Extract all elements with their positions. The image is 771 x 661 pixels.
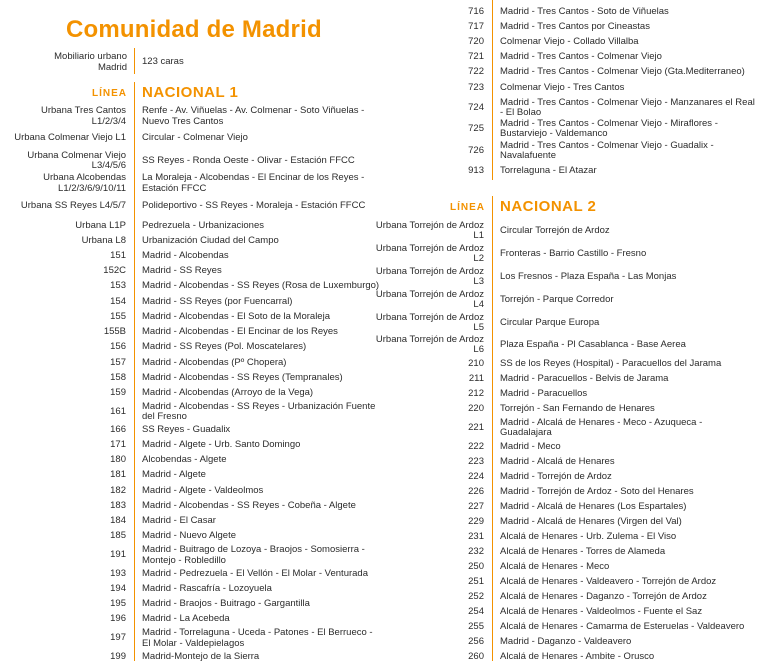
line-code: 181 — [110, 469, 126, 481]
table-row — [10, 280, 380, 293]
line-code: 199 — [110, 651, 126, 661]
table-row — [368, 501, 755, 514]
line-code: 153 — [110, 280, 126, 292]
line-route: Madrid - SS Reyes — [142, 265, 222, 277]
line-route: Circular - Colmenar Viejo — [142, 132, 248, 144]
line-route: Madrid - Alcalá de Henares — [500, 456, 615, 468]
nacional2-title: NACIONAL 2 — [500, 198, 597, 215]
line-code: 260 — [468, 651, 484, 661]
line-route: Madrid - Buitrago de Lozoya - Braojos - Somosierra - Montejo - Robledillo — [142, 544, 365, 566]
line-code: 194 — [110, 583, 126, 595]
nacional1-linea-label: LÍNEA — [92, 88, 127, 99]
line-code: 717 — [468, 21, 484, 33]
table-row — [10, 485, 380, 498]
nacional2-linea-label: LÍNEA — [450, 202, 485, 213]
line-code: 224 — [468, 471, 484, 483]
line-code: 720 — [468, 36, 484, 48]
nacional1-title: NACIONAL 1 — [142, 84, 239, 101]
table-row — [10, 173, 380, 194]
line-code: Urbana Torrejón de Ardoz L1 — [375, 219, 484, 241]
table-row — [10, 424, 380, 437]
table-row — [368, 441, 755, 454]
line-route: Madrid - Tres Cantos - Soto de Viñuelas — [500, 6, 669, 18]
line-code: 193 — [110, 568, 126, 580]
line-route: Madrid - Alcobendas - SS Reyes (Rosa de Luxemburgo) — [142, 280, 380, 292]
summary-value: 123 caras — [142, 56, 184, 67]
table-row — [368, 388, 755, 401]
table-row — [10, 454, 380, 467]
line-code: 721 — [468, 51, 484, 63]
table-row — [368, 516, 755, 529]
page-title: Comunidad de Madrid — [66, 16, 322, 43]
line-route: Madrid - Alcobendas - SS Reyes (Tempranales) — [142, 372, 343, 384]
table-row — [368, 221, 755, 241]
line-code: 195 — [110, 598, 126, 610]
line-code: Urbana Colmenar Viejo L1 — [14, 132, 126, 144]
table-row — [368, 335, 755, 355]
line-code: 231 — [468, 531, 484, 543]
line-route: Alcobendas - Algete — [142, 454, 227, 466]
table-row — [368, 531, 755, 544]
line-code: 716 — [468, 6, 484, 18]
line-route: SS Reyes - Guadalix — [142, 424, 231, 436]
line-code: 220 — [468, 403, 484, 415]
line-code: 726 — [468, 144, 484, 156]
line-route: Madrid - Tres Cantos por Cineastas — [500, 21, 650, 33]
line-code: 210 — [468, 358, 484, 370]
table-row — [368, 358, 755, 371]
table-row — [10, 545, 380, 566]
line-code: 185 — [110, 530, 126, 542]
table-row — [368, 456, 755, 469]
table-row — [368, 21, 755, 34]
line-route: Colmenar Viejo - Tres Cantos — [500, 82, 625, 94]
line-route: Madrid - Tres Cantos - Colmenar Viejo - Miraflores - Bustarviejo - Valdemanco — [500, 117, 718, 139]
table-row — [10, 196, 380, 217]
table-row — [368, 606, 755, 619]
table-row — [368, 621, 755, 634]
line-route: Urbanización Ciudad del Campo — [142, 235, 279, 247]
line-code: Urbana SS Reyes L4/5/7 — [20, 200, 126, 212]
line-code: 182 — [110, 485, 126, 497]
line-code: 723 — [468, 82, 484, 94]
table-row — [368, 119, 755, 139]
line-code: 232 — [468, 546, 484, 558]
table-row — [10, 402, 380, 422]
line-route: Madrid - Algete - Valdeolmos — [142, 485, 264, 497]
table-row — [368, 165, 755, 178]
table-row — [10, 311, 380, 324]
line-route: Madrid - Alcobendas - El Encinar de los Reyes — [142, 326, 338, 338]
table-row — [368, 82, 755, 95]
line-code: Urbana Torrejón de Ardoz L4 — [375, 288, 484, 310]
line-code: 196 — [110, 613, 126, 625]
table-row — [368, 313, 755, 333]
line-code: 222 — [468, 441, 484, 453]
line-code: 197 — [110, 632, 126, 644]
line-route: Alcalá de Henares - Daganzo - Torrejón de Ardoz — [500, 591, 707, 603]
line-route: Madrid - SS Reyes (por Fuencarral) — [142, 296, 293, 308]
line-route: Polideportivo - SS Reyes - Moraleja - Estación FFCC — [142, 200, 366, 212]
table-row — [10, 387, 380, 400]
line-code: 155B — [103, 326, 126, 338]
line-code: 221 — [468, 421, 484, 433]
line-route: Alcalá de Henares - Camarma de Esteruelas - Valdeavero — [500, 621, 745, 633]
line-route: Madrid - Daganzo - Valdeavero — [500, 636, 632, 648]
line-route: Madrid - Alcobendas (Arroyo de la Vega) — [142, 387, 314, 399]
table-row — [10, 515, 380, 528]
line-code: 251 — [468, 576, 484, 588]
table-row — [10, 220, 380, 233]
line-code: 184 — [110, 515, 126, 527]
line-code: 256 — [468, 636, 484, 648]
table-row — [10, 583, 380, 596]
table-row — [368, 403, 755, 416]
line-route: Circular Torrejón de Ardoz — [500, 224, 610, 236]
table-row — [10, 265, 380, 278]
line-code: 151 — [110, 250, 126, 262]
line-route: Madrid - Torrejón de Ardoz - Soto del Henares — [500, 486, 694, 498]
table-row — [368, 561, 755, 574]
line-route: Madrid - Pedrezuela - El Vellón - El Molar - Venturada — [142, 568, 368, 580]
line-route: Madrid - Alcalá de Henares (Virgen del Val) — [500, 516, 682, 528]
line-code: 159 — [110, 387, 126, 399]
line-route: Torrejón - Parque Corredor — [500, 293, 614, 305]
table-row — [368, 636, 755, 649]
line-route: Madrid - Braojos - Buitrago - Gargantilla — [142, 598, 310, 610]
line-code: 226 — [468, 486, 484, 498]
table-row — [10, 628, 380, 649]
line-code: Urbana L1P — [75, 220, 126, 232]
table-row — [10, 149, 380, 171]
line-route: Torrelaguna - El Atazar — [500, 165, 597, 177]
line-route: Madrid - Alcalá de Henares - Meco - Azuqueca - Guadalajara — [500, 416, 703, 438]
line-route: Madrid - Tres Cantos - Colmenar Viejo (Gta.Mediterraneo) — [500, 66, 745, 78]
line-code: 157 — [110, 357, 126, 369]
line-code: 250 — [468, 561, 484, 573]
line-route: Madrid - Alcalá de Henares (Los Espartales) — [500, 501, 687, 513]
line-code: 166 — [110, 424, 126, 436]
line-route: Colmenar Viejo - Collado Villalba — [500, 36, 639, 48]
line-route: Alcalá de Henares - Valdeolmos - Fuente el Saz — [500, 606, 703, 618]
line-route: Madrid - Torrelaguna - Uceda - Patones - El Berrueco - El Molar - Valdepielagos — [142, 627, 373, 649]
line-route: Madrid - Paracuellos - Belvis de Jarama — [500, 373, 669, 385]
line-code: 229 — [468, 516, 484, 528]
table-row — [368, 66, 755, 79]
table-row — [10, 106, 380, 127]
line-code: 223 — [468, 456, 484, 468]
line-route: Madrid-Montejo de la Sierra — [142, 651, 260, 661]
line-code: 154 — [110, 296, 126, 308]
line-code: Urbana L8 — [81, 235, 126, 247]
table-row — [10, 439, 380, 452]
line-code: 171 — [110, 439, 126, 451]
line-code: 255 — [468, 621, 484, 633]
line-route: Madrid - Alcobendas - SS Reyes - Urbanización Fuente del Fresno — [142, 400, 376, 422]
line-code: 252 — [468, 591, 484, 603]
table-row — [368, 98, 755, 118]
line-route: Alcalá de Henares - Meco — [500, 561, 610, 573]
line-route: Plaza España - Pl Casablanca - Base Aerea — [500, 338, 686, 350]
table-row — [368, 591, 755, 604]
table-row — [10, 598, 380, 611]
table-row — [368, 471, 755, 484]
line-route: Madrid - Alcobendas — [142, 250, 229, 262]
table-row — [368, 651, 755, 661]
line-route: Madrid - Alcobendas - SS Reyes - Cobeña - Algete — [142, 500, 356, 512]
line-route: Madrid - Rascafría - Lozoyuela — [142, 583, 272, 595]
line-route: Madrid - Torrejón de Ardoz — [500, 471, 612, 483]
table-row — [10, 613, 380, 626]
table-row — [368, 6, 755, 19]
table-row — [368, 141, 755, 161]
line-route: Circular Parque Europa — [500, 316, 600, 328]
line-route: La Moraleja - Alcobendas - El Encinar de los Reyes - Estación FFCC — [142, 172, 365, 194]
line-route: Alcalá de Henares - Ambite - Orusco — [500, 651, 655, 661]
table-row — [10, 651, 380, 661]
line-code: 212 — [468, 388, 484, 400]
line-route: Alcalá de Henares - Urb. Zulema - El Viso — [500, 531, 677, 543]
line-code: 913 — [468, 165, 484, 177]
summary-divider — [134, 48, 135, 74]
line-route: Madrid - Tres Cantos - Colmenar Viejo - Guadalix - Navalafuente — [500, 139, 714, 161]
line-code: Urbana Torrejón de Ardoz L6 — [375, 333, 484, 355]
line-route: Madrid - Paracuellos — [500, 388, 588, 400]
line-route: Madrid - SS Reyes (Pol. Moscatelares) — [142, 341, 307, 353]
line-route: Los Fresnos - Plaza España - Las Monjas — [500, 270, 677, 282]
line-route: Madrid - Alcobendas - El Soto de la Moraleja — [142, 311, 330, 323]
table-row — [10, 296, 380, 309]
table-row — [10, 568, 380, 581]
line-route: Madrid - Alcobendas (Pº Chopera) — [142, 357, 287, 369]
table-row — [368, 267, 755, 287]
line-route: Torrejón - San Fernando de Henares — [500, 403, 655, 415]
line-code: 725 — [468, 122, 484, 134]
line-code: 158 — [110, 372, 126, 384]
table-row — [368, 418, 755, 438]
line-code: Urbana Alcobendas L1/2/3/6/9/10/11 — [43, 172, 126, 194]
table-row — [368, 51, 755, 64]
line-code: Urbana Torrejón de Ardoz L5 — [375, 311, 484, 333]
line-code: Urbana Tres Cantos L1/2/3/4 — [40, 105, 126, 127]
line-code: Urbana Colmenar Viejo L3/4/5/6 — [27, 149, 126, 171]
table-row — [10, 500, 380, 513]
line-code: 155 — [110, 311, 126, 323]
line-code: 211 — [468, 373, 484, 385]
table-row — [10, 372, 380, 385]
line-code: Urbana Torrejón de Ardoz L3 — [375, 265, 484, 287]
table-row — [10, 341, 380, 354]
line-route: Alcalá de Henares - Torres de Alameda — [500, 546, 666, 558]
table-row — [10, 235, 380, 248]
table-row — [368, 244, 755, 264]
line-route: SS de los Reyes (Hospital) - Paracuellos del Jarama — [500, 358, 722, 370]
table-row — [368, 290, 755, 310]
line-code: 254 — [468, 606, 484, 618]
line-route: Madrid - Algete — [142, 469, 206, 481]
table-row — [10, 530, 380, 543]
line-code: Urbana Torrejón de Ardoz L2 — [375, 242, 484, 264]
line-code: 152C — [103, 265, 126, 277]
line-route: Madrid - La Acebeda — [142, 613, 230, 625]
table-row — [10, 326, 380, 339]
line-code: 227 — [468, 501, 484, 513]
line-route: Renfe - Av. Viñuelas - Av. Colmenar - Soto Viñuelas - Nuevo Tres Cantos — [142, 105, 365, 127]
summary-label: Mobiliario urbano Madrid — [54, 51, 127, 73]
line-code: 156 — [110, 341, 126, 353]
line-code: 183 — [110, 500, 126, 512]
line-route: Fronteras - Barrio Castillo - Fresno — [500, 247, 647, 259]
line-route: Madrid - Algete - Urb. Santo Domingo — [142, 439, 301, 451]
line-route: Madrid - El Casar — [142, 515, 216, 527]
line-code: 180 — [110, 454, 126, 466]
line-route: Madrid - Tres Cantos - Colmenar Viejo - Manzanares el Real - El Bolao — [500, 96, 755, 118]
table-row — [10, 469, 380, 482]
line-route: Pedrezuela - Urbanizaciones — [142, 220, 264, 232]
line-code: 191 — [110, 549, 126, 561]
line-code: 724 — [468, 101, 484, 113]
table-row — [368, 576, 755, 589]
table-row — [368, 486, 755, 499]
table-row — [368, 546, 755, 559]
line-code: 722 — [468, 66, 484, 78]
line-route: Madrid - Meco — [500, 441, 561, 453]
table-row — [10, 250, 380, 263]
line-code: 161 — [110, 405, 126, 417]
line-route: Madrid - Tres Cantos - Colmenar Viejo — [500, 51, 662, 63]
line-route: Madrid - Nuevo Algete — [142, 530, 236, 542]
table-row — [10, 357, 380, 370]
line-route: SS Reyes - Ronda Oeste - Olivar - Estación FFCC — [142, 154, 355, 166]
line-route: Alcalá de Henares - Valdeavero - Torrejón de Ardoz — [500, 576, 717, 588]
table-row — [368, 36, 755, 49]
table-row — [10, 128, 380, 149]
table-row — [368, 373, 755, 386]
